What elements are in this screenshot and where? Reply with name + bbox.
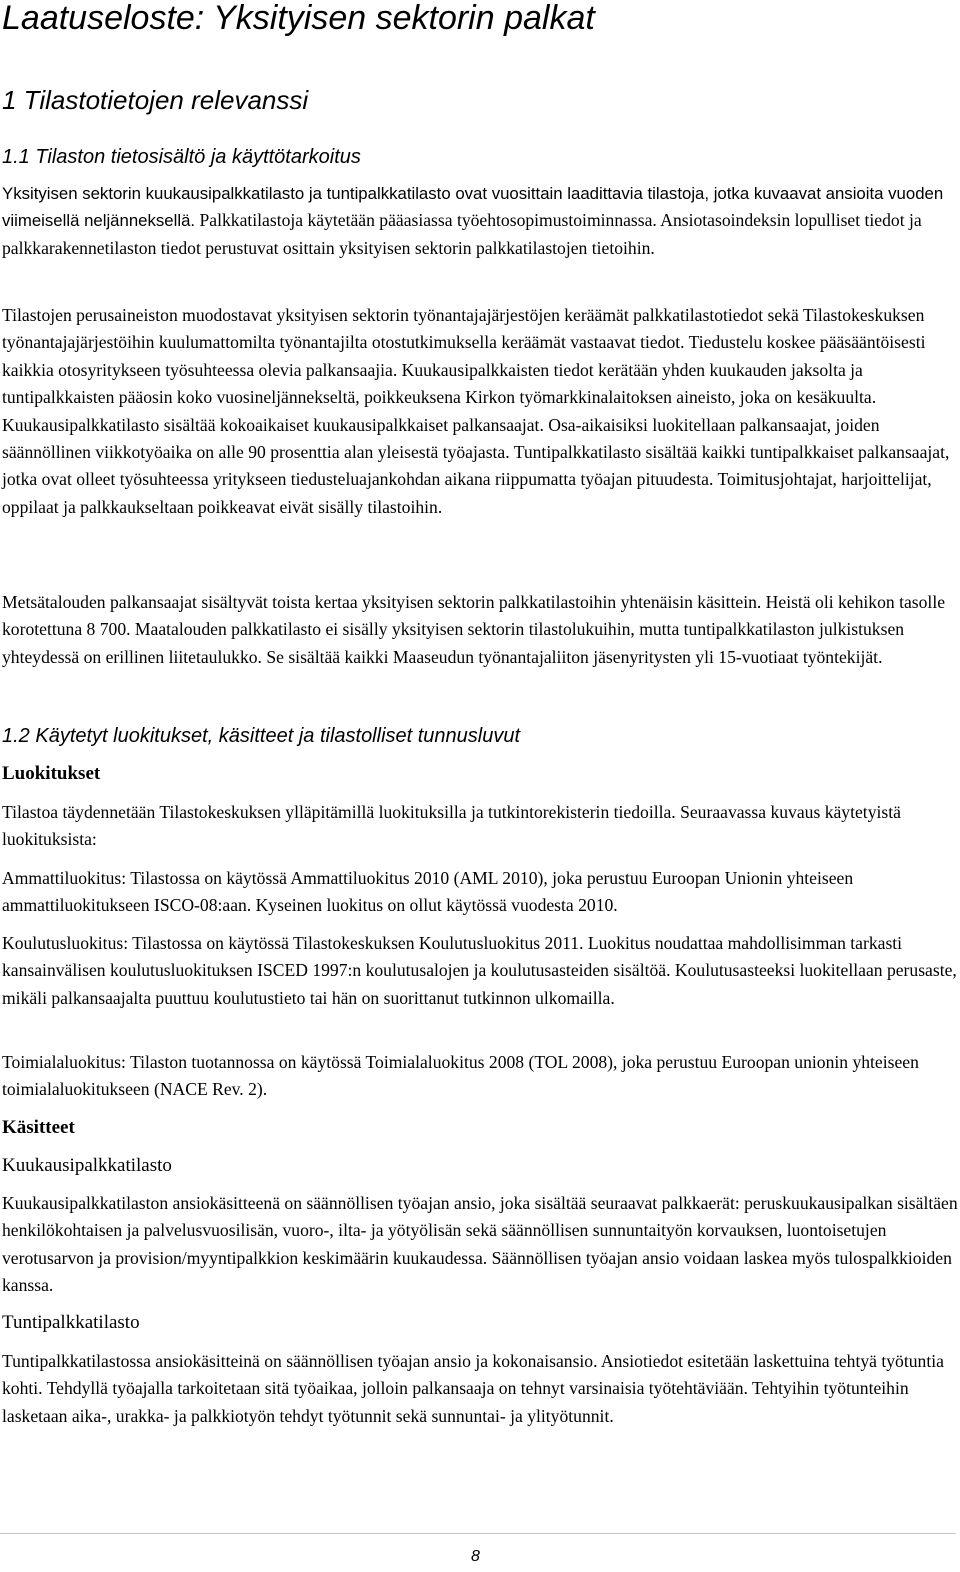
subheading-tuntipalkkatilasto: Tuntipalkkatilasto: [2, 1312, 140, 1333]
paragraph-3: Metsätalouden palkansaajat sisältyvät toista kertaa yksityisen sektorin palkkatilastoihin yhtenäisin käsittein. Heistä oli kehikon tasolle korotettuna 8 700. Maatalouden palkkatilasto ei sisälly yksityisen sektorin tilastolukuihin, mutta tuntipalkkatilaston julkistuksen yhteydessä on erillinen liitetaulukko. Se sisältää kaikki Maaseudun työnantajaliiton jäsenyritysten yli 15-vuotiaat työntekijät.: [2, 592, 946, 667]
document-title: Laatuseloste: Yksityisen sektorin palkat: [2, 0, 595, 37]
paragraph-4: Tilastoa täydennetään Tilastokeskuksen ylläpitämillä luokituksilla ja tutkintorekisterin tiedoilla. Seuraavassa kuvaus käytetyistä luokituksista:: [2, 802, 901, 850]
section-heading-1: 1 Tilastotietojen relevanssi: [2, 85, 309, 115]
paragraph-1-serif-part: Palkkatilastoja käytetään pääasiassa työehtosopimustoiminnassa. Ansiotasoindeksin lopulliset tiedot ja palkkarakennetilaston tiedot perustuvat osittain yksityisen sektorin palkkatilastojen tietoihin.: [2, 210, 922, 258]
paragraph-9: Tuntipalkkatilastossa ansiokäsitteinä on säännöllisen työajan ansio ja kokonaisansio. Ansiotiedot esitetään laskettuina tehtyä työtuntia kohti. Tehdyllä työajalla tarkoitetaan sitä työaikaa, jolloin palkansaaja on tehnyt varsinaisia työtehtäviään. Tehtyihin työtunteihin lasketaan aika-, urakka- ja palkkiotyön tehdyt työtunnit sekä sunnuntai- ja ylityötunnit.: [2, 1351, 944, 1426]
paragraph-8: Kuukausipalkkatilaston ansiokäsitteenä on säännöllisen työajan ansio, joka sisältää seuraavat palkkaerät: peruskuukausipalkan sisältäen henkilökohtaisen ja palvelusvuosilisän, vuoro-, ilta- ja yötyölisän sekä säännöllisen sunnuntaityön korvauksen, luontoisetujen verotusarvon ja provision/myyntipalkkion keskimäärin kuukaudessa. Säännöllisen työajan ansio voidaan laskea myös tulospalkkioiden kanssa.: [2, 1193, 958, 1296]
paragraph-7: Toimialaluokitus: Tilaston tuotannossa on käytössä Toimialaluokitus 2008 (TOL 2008), joka perustuu Euroopan unionin yhteiseen toimialaluokitukseen (NACE Rev. 2).: [2, 1052, 919, 1100]
paragraph-6: Koulutusluokitus: Tilastossa on käytössä Tilastokeskuksen Koulutusluokitus 2011. Luokitus noudattaa mahdollisimman tarkasti kansainvälisen koulutusluokituksen ISCED 1997:n koulutusalojen ja koulutusasteiden sisältöä. Koulutusasteeksi luokitellaan perusaste, mikäli palkansaajalta puuttuu koulutustieto tai hän on suorittanut tutkinnon ulkomailla.: [2, 933, 957, 1008]
subheading-luokitukset: Luokitukset: [2, 763, 101, 784]
paragraph-1: [2, 180, 958, 262]
section-heading-1-2: 1.2 Käytetyt luokitukset, käsitteet ja tilastolliset tunnusluvut: [2, 725, 521, 747]
paragraph-2: Tilastojen perusaineiston muodostavat yksityisen sektorin työnantajajärjestöjen keräämät palkkatilastotiedot sekä Tilastokeskuksen työnantajajärjestöihin kuulumattomilta työnantajilta otostutkimuksella keräämät vastaavat tiedot. Tiedustelu koskee pääsääntöisesti kaikkia otosyritykseen työsuhteessa olevia palkansaajia. Kuukausipalkkaisten tiedot kerätään yhden kuukauden jaksolta ja tuntipalkkaisten pääosin koko vuosineljännekseltä, poikkeuksena Kirkon työmarkkinalaitoksen aineisto, joka on kesäkuulta. Kuukausipalkkatilasto sisältää kokoaikaiset kuukausipalkkaiset palkansaajat. Osa-aikaisiksi luokitellaan palkansaajat, joiden säännöllinen viikkotyöaika on alle 90 prosenttia alan yleisestä työajasta. Tuntipalkkatilasto sisältää kaikki tuntipalkkaiset palkansaajat, jotka ovat olleet työsuhteessa yritykseen tiedusteluajankohdan aikana riippumatta työajan pituudesta. Toimitusjohtajat, harjoittelijat, oppilaat ja palkkaukseltaan poikkeavat eivät sisälly tilastoihin.: [2, 305, 950, 517]
paragraph-1-sans-part: Yksityisen sektorin kuukausipalkkatilasto ja tuntipalkkatilasto ovat vuosittain laadittavia tilastoja, jotka kuvaavat ansioita vuoden viimeisellä neljänneksellä.: [2, 184, 944, 231]
subheading-kasitteet: Käsitteet: [2, 1117, 75, 1138]
footer-divider: [0, 1533, 956, 1534]
paragraph-5: Ammattiluokitus: Tilastossa on käytössä Ammattiluokitus 2010 (AML 2010), joka perustuu Euroopan Unionin yhteiseen ammattiluokitukseen ISCO-08:aan. Kyseinen luokitus on ollut käytössä vuodesta 2010.: [2, 868, 854, 916]
section-heading-1-1: 1.1 Tilaston tietosisältö ja käyttötarkoitus: [2, 146, 361, 168]
subheading-kuukausipalkkatilasto: Kuukausipalkkatilasto: [2, 1155, 172, 1176]
page-number: 8: [471, 1548, 480, 1565]
